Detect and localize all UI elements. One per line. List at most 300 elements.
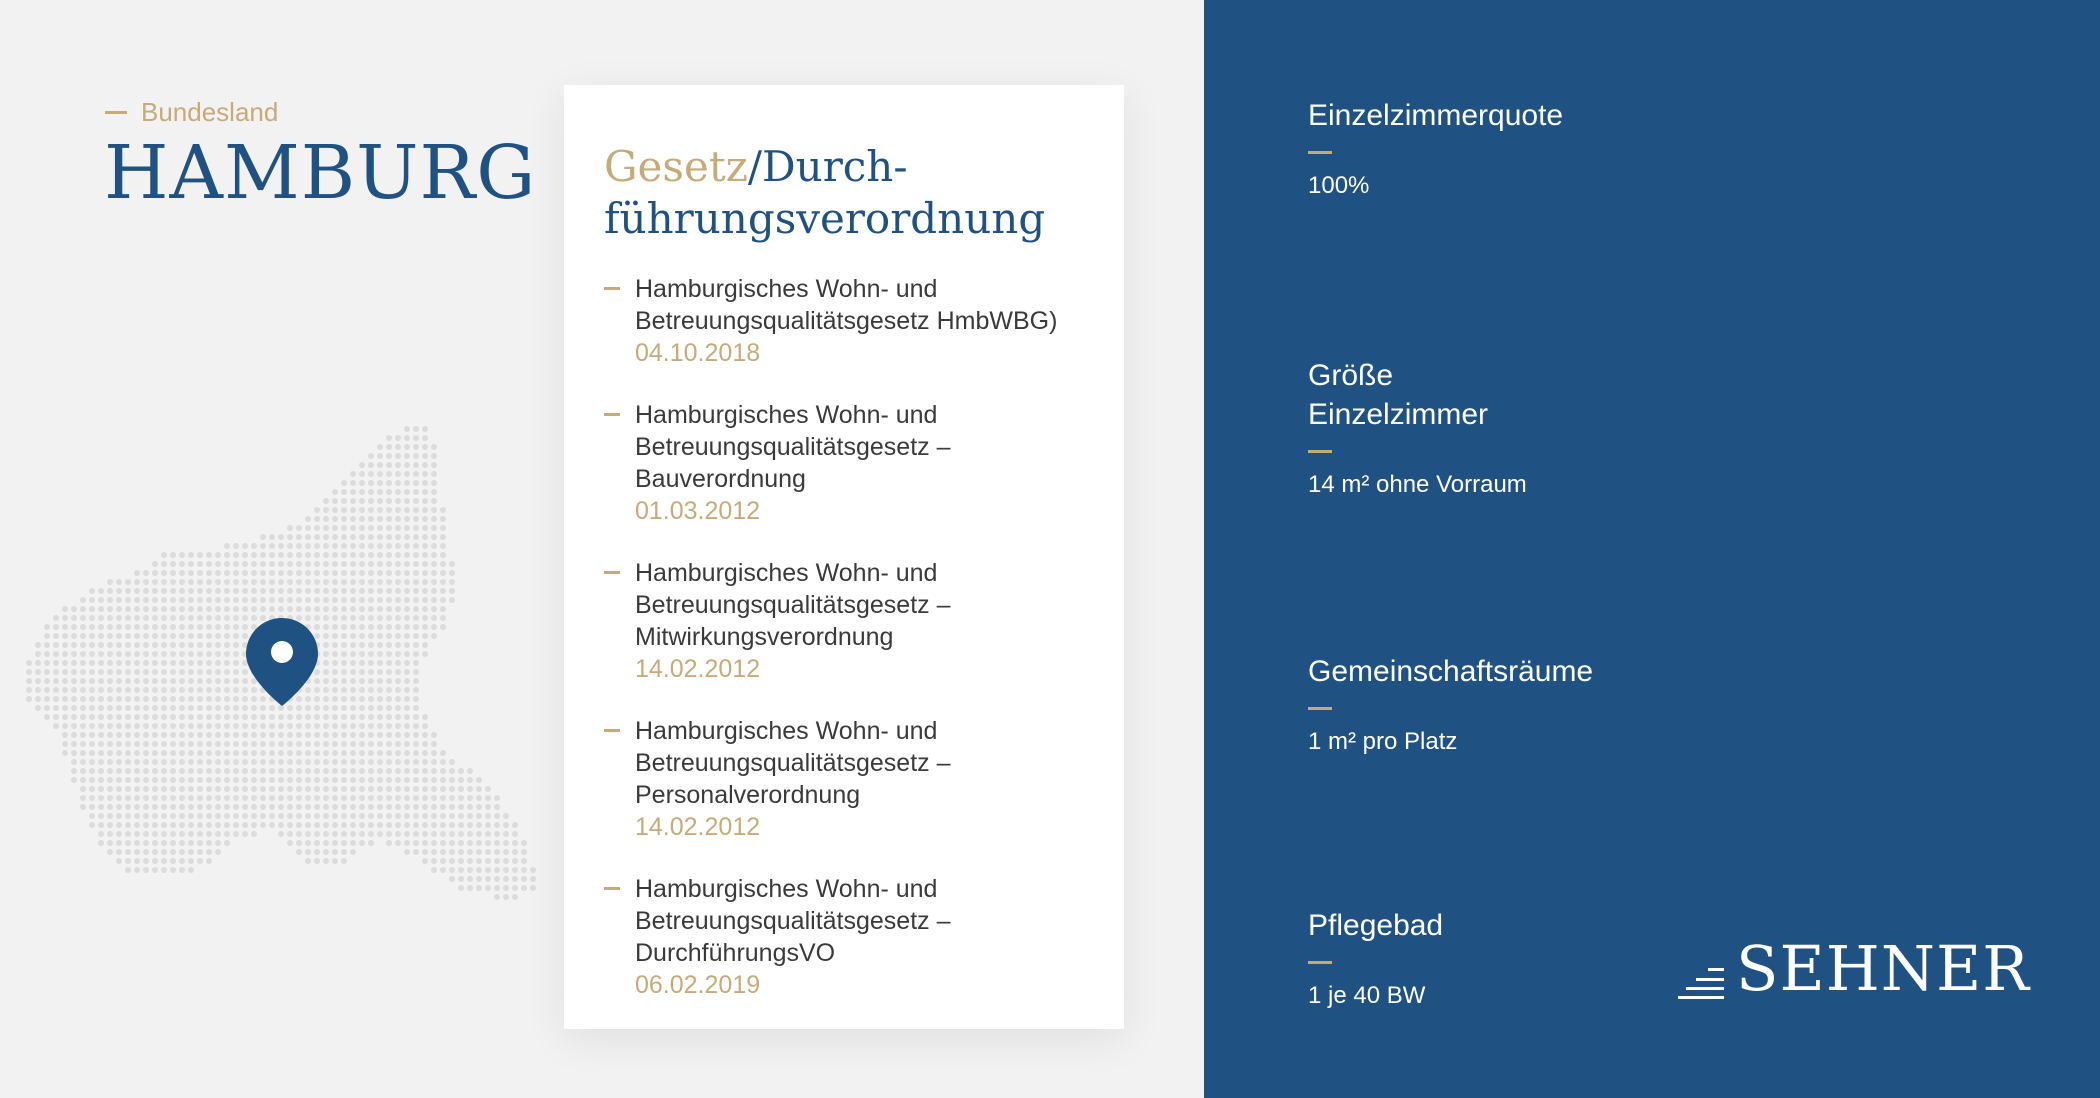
map-dot [161, 723, 167, 729]
map-dot [359, 552, 365, 558]
map-dot [449, 831, 455, 837]
map-dot [206, 597, 212, 603]
map-dot [341, 660, 347, 666]
map-dot [431, 633, 437, 639]
map-dot [332, 552, 338, 558]
map-dot [152, 777, 158, 783]
map-dot [440, 516, 446, 522]
map-dot [206, 849, 212, 855]
map-dot [152, 651, 158, 657]
law-date: 14.02.2012 [635, 813, 761, 841]
map-dot [386, 714, 392, 720]
map-dot [116, 615, 122, 621]
map-dot [62, 642, 68, 648]
map-dot [332, 795, 338, 801]
map-dot [143, 714, 149, 720]
map-dot [170, 867, 176, 873]
map-dot [413, 732, 419, 738]
map-dot [206, 741, 212, 747]
map-dot [458, 786, 464, 792]
map-dot [386, 642, 392, 648]
map-dot [125, 597, 131, 603]
map-dot [341, 615, 347, 621]
map-dot [395, 552, 401, 558]
map-dot [386, 768, 392, 774]
map-dot [107, 669, 113, 675]
map-dot [260, 561, 266, 567]
map-dot [251, 750, 257, 756]
map-dot [359, 462, 365, 468]
map-dot [341, 516, 347, 522]
law-name: Hamburgisches Wohn- und Betreuungsqualitätsgesetz – DurchführungsVO [635, 875, 951, 967]
map-dot [188, 723, 194, 729]
map-dot [170, 777, 176, 783]
map-dot [269, 768, 275, 774]
map-dot [287, 561, 293, 567]
map-dot [179, 831, 185, 837]
map-dot [170, 687, 176, 693]
fact-value: 14 m² ohne Vorraum [1308, 471, 1527, 498]
map-dot [413, 660, 419, 666]
map-dot [413, 498, 419, 504]
map-dot [467, 876, 473, 882]
law-item-dash [604, 571, 620, 574]
map-dot [116, 597, 122, 603]
map-dot [224, 831, 230, 837]
map-dot [422, 768, 428, 774]
map-dot [152, 795, 158, 801]
map-dot [323, 741, 329, 747]
map-dot [251, 795, 257, 801]
map-dot [71, 624, 77, 630]
map-dot [161, 759, 167, 765]
map-dot [413, 534, 419, 540]
map-dot [341, 723, 347, 729]
map-dot [323, 669, 329, 675]
map-dot [80, 804, 86, 810]
map-dot [395, 678, 401, 684]
map-dot [161, 840, 167, 846]
map-dot [350, 651, 356, 657]
map-dot [269, 534, 275, 540]
map-dot [215, 651, 221, 657]
map-dot [341, 651, 347, 657]
map-dot [386, 705, 392, 711]
map-dot [197, 552, 203, 558]
map-dot [485, 876, 491, 882]
map-dot [431, 498, 437, 504]
map-dot [269, 705, 275, 711]
map-dot [314, 714, 320, 720]
map-dot [89, 597, 95, 603]
map-dot [242, 768, 248, 774]
map-dot [377, 759, 383, 765]
map-dot [332, 858, 338, 864]
map-dot [233, 705, 239, 711]
map-dot [332, 561, 338, 567]
map-dot [143, 795, 149, 801]
map-dot [125, 750, 131, 756]
map-dot [98, 615, 104, 621]
map-dot [62, 660, 68, 666]
map-dot [152, 741, 158, 747]
map-dot [161, 813, 167, 819]
map-dot [197, 714, 203, 720]
map-dot [287, 777, 293, 783]
map-dot [377, 813, 383, 819]
map-dot [431, 849, 437, 855]
map-dot [323, 498, 329, 504]
map-dot [314, 633, 320, 639]
map-dot [152, 570, 158, 576]
map-dot [422, 588, 428, 594]
map-dot [35, 651, 41, 657]
map-dot [98, 804, 104, 810]
map-dot [395, 633, 401, 639]
map-dot [233, 669, 239, 675]
map-dot [413, 795, 419, 801]
map-dot [368, 750, 374, 756]
map-dot [179, 642, 185, 648]
map-dot [323, 714, 329, 720]
map-dot [350, 768, 356, 774]
map-dot [395, 444, 401, 450]
map-dot [440, 570, 446, 576]
map-dot [341, 795, 347, 801]
map-dot [467, 804, 473, 810]
map-dot [269, 606, 275, 612]
map-dot [458, 885, 464, 891]
map-dot [233, 732, 239, 738]
map-dot [332, 570, 338, 576]
map-dot [431, 507, 437, 513]
map-dot [188, 858, 194, 864]
map-dot [413, 723, 419, 729]
map-dot [404, 651, 410, 657]
map-dot [233, 579, 239, 585]
map-dot [278, 579, 284, 585]
map-dot [332, 705, 338, 711]
map-dot [206, 822, 212, 828]
law-item [604, 399, 1084, 527]
map-dot [314, 525, 320, 531]
map-dot [134, 786, 140, 792]
map-dot [386, 678, 392, 684]
map-dot [125, 822, 131, 828]
map-dot [377, 741, 383, 747]
map-dot [179, 813, 185, 819]
map-dot [386, 570, 392, 576]
map-dot [305, 786, 311, 792]
map-dot [116, 651, 122, 657]
map-dot [395, 687, 401, 693]
map-dot [350, 552, 356, 558]
map-dot [404, 777, 410, 783]
map-dot [134, 858, 140, 864]
map-dot [440, 597, 446, 603]
map-dot [404, 516, 410, 522]
map-dot [359, 750, 365, 756]
map-dot [413, 597, 419, 603]
map-dot [377, 687, 383, 693]
map-dot [80, 705, 86, 711]
map-dot [278, 822, 284, 828]
map-dot [431, 804, 437, 810]
map-dot [206, 795, 212, 801]
map-dot [395, 723, 401, 729]
map-dot [206, 588, 212, 594]
map-dot [260, 741, 266, 747]
map-dot [359, 642, 365, 648]
map-dot [224, 642, 230, 648]
map-dot [53, 705, 59, 711]
map-dot [359, 507, 365, 513]
map-dot [224, 714, 230, 720]
map-dot [377, 480, 383, 486]
map-dot [98, 714, 104, 720]
map-dot [35, 705, 41, 711]
map-dot [314, 516, 320, 522]
map-dot [251, 768, 257, 774]
map-dot [440, 606, 446, 612]
facts-panel [1204, 0, 2100, 1098]
fact-value: 1 je 40 BW [1308, 982, 1426, 1009]
map-dot [341, 678, 347, 684]
map-dot [224, 696, 230, 702]
map-dot [512, 876, 518, 882]
map-dot [296, 777, 302, 783]
map-dot [350, 534, 356, 540]
map-dot [305, 534, 311, 540]
map-dot [332, 759, 338, 765]
map-dot [179, 696, 185, 702]
map-dot [458, 858, 464, 864]
map-dot [413, 606, 419, 612]
map-dot [197, 642, 203, 648]
map-dot [341, 570, 347, 576]
map-dot [431, 516, 437, 522]
map-dot [197, 633, 203, 639]
map-dot [332, 777, 338, 783]
map-dot [170, 579, 176, 585]
map-dot [485, 885, 491, 891]
map-dot [206, 732, 212, 738]
map-dot [386, 471, 392, 477]
map-dot [125, 696, 131, 702]
map-dot [449, 768, 455, 774]
map-dot [269, 741, 275, 747]
map-dot [359, 678, 365, 684]
map-dot [431, 525, 437, 531]
map-dot [296, 534, 302, 540]
map-dot [503, 849, 509, 855]
map-dot [188, 714, 194, 720]
map-dot [341, 606, 347, 612]
map-dot [431, 777, 437, 783]
map-dot [296, 768, 302, 774]
map-dot [368, 462, 374, 468]
map-dot [143, 597, 149, 603]
map-dot [260, 570, 266, 576]
map-dot [179, 660, 185, 666]
map-dot [350, 714, 356, 720]
map-dot [188, 597, 194, 603]
state-kicker [105, 97, 278, 128]
map-dot [404, 678, 410, 684]
map-dot [494, 885, 500, 891]
map-dot [179, 822, 185, 828]
map-dot [197, 561, 203, 567]
map-dot [188, 786, 194, 792]
map-dot [341, 759, 347, 765]
map-dot [107, 786, 113, 792]
map-dot [125, 759, 131, 765]
map-dot [422, 552, 428, 558]
map-dot [170, 561, 176, 567]
map-dot [422, 489, 428, 495]
map-dot [404, 768, 410, 774]
map-dot [188, 759, 194, 765]
map-dot [395, 480, 401, 486]
law-date: 04.10.2018 [635, 339, 761, 367]
map-dot [413, 768, 419, 774]
map-dot [368, 660, 374, 666]
map-dot [278, 723, 284, 729]
map-dot [89, 750, 95, 756]
map-dot [188, 678, 194, 684]
law-date: 01.03.2012 [635, 497, 761, 525]
map-dot [521, 885, 527, 891]
map-dot [116, 759, 122, 765]
map-dot [296, 840, 302, 846]
map-dot [116, 606, 122, 612]
map-dot [314, 624, 320, 630]
map-dot [80, 696, 86, 702]
map-dot [350, 570, 356, 576]
map-dot [449, 876, 455, 882]
map-dot [152, 606, 158, 612]
map-dot [251, 786, 257, 792]
map-dot [224, 786, 230, 792]
map-dot [314, 768, 320, 774]
map-dot [413, 453, 419, 459]
map-dot [107, 588, 113, 594]
map-dot [440, 831, 446, 837]
map-dot [188, 696, 194, 702]
map-dot [287, 786, 293, 792]
map-dot [107, 624, 113, 630]
map-dot [170, 768, 176, 774]
map-dot [476, 831, 482, 837]
map-dot [377, 831, 383, 837]
map-dot [377, 498, 383, 504]
map-dot [278, 777, 284, 783]
map-dot [449, 759, 455, 765]
map-dot [62, 714, 68, 720]
map-dot [125, 723, 131, 729]
map-dot [386, 804, 392, 810]
map-dot [368, 786, 374, 792]
map-dot [215, 831, 221, 837]
map-dot [422, 525, 428, 531]
map-dot [206, 624, 212, 630]
map-dot [350, 597, 356, 603]
map-dot [206, 570, 212, 576]
law-item-dash [604, 287, 620, 290]
map-dot [152, 768, 158, 774]
map-dot [197, 849, 203, 855]
map-dot [71, 768, 77, 774]
map-dot [422, 615, 428, 621]
map-dot [341, 705, 347, 711]
map-dot [107, 678, 113, 684]
map-dot [413, 561, 419, 567]
map-dot [242, 624, 248, 630]
map-dot [233, 723, 239, 729]
map-dot [350, 678, 356, 684]
map-dot [413, 633, 419, 639]
map-dot [35, 696, 41, 702]
map-dot [332, 831, 338, 837]
map-dot [314, 678, 320, 684]
map-dot [413, 588, 419, 594]
map-dot [377, 723, 383, 729]
map-dot [359, 579, 365, 585]
map-dot [296, 795, 302, 801]
map-dot [152, 804, 158, 810]
map-dot [485, 786, 491, 792]
map-dot [116, 768, 122, 774]
map-dot [386, 516, 392, 522]
map-dot [341, 786, 347, 792]
map-dot [296, 786, 302, 792]
map-dot [134, 768, 140, 774]
map-dot [125, 768, 131, 774]
map-dot [422, 732, 428, 738]
map-dot [305, 804, 311, 810]
map-dot [350, 822, 356, 828]
map-dot [152, 858, 158, 864]
map-dot [179, 705, 185, 711]
map-dot [395, 804, 401, 810]
map-dot [404, 489, 410, 495]
map-dot [323, 606, 329, 612]
map-dot [206, 552, 212, 558]
map-dot [431, 759, 437, 765]
map-dot [188, 732, 194, 738]
map-dot [296, 723, 302, 729]
map-dot [44, 714, 50, 720]
map-dot [323, 570, 329, 576]
map-dot [170, 588, 176, 594]
map-dot [116, 624, 122, 630]
map-dot [368, 696, 374, 702]
map-dot [233, 597, 239, 603]
map-dot [341, 804, 347, 810]
map-dot [368, 516, 374, 522]
map-dot [395, 759, 401, 765]
map-dot [116, 714, 122, 720]
map-dot [197, 804, 203, 810]
map-dot [53, 678, 59, 684]
map-dot [179, 597, 185, 603]
map-dot [251, 615, 257, 621]
map-dot [89, 822, 95, 828]
map-dot [314, 570, 320, 576]
map-dot [134, 678, 140, 684]
map-dot [377, 660, 383, 666]
map-dot [251, 777, 257, 783]
